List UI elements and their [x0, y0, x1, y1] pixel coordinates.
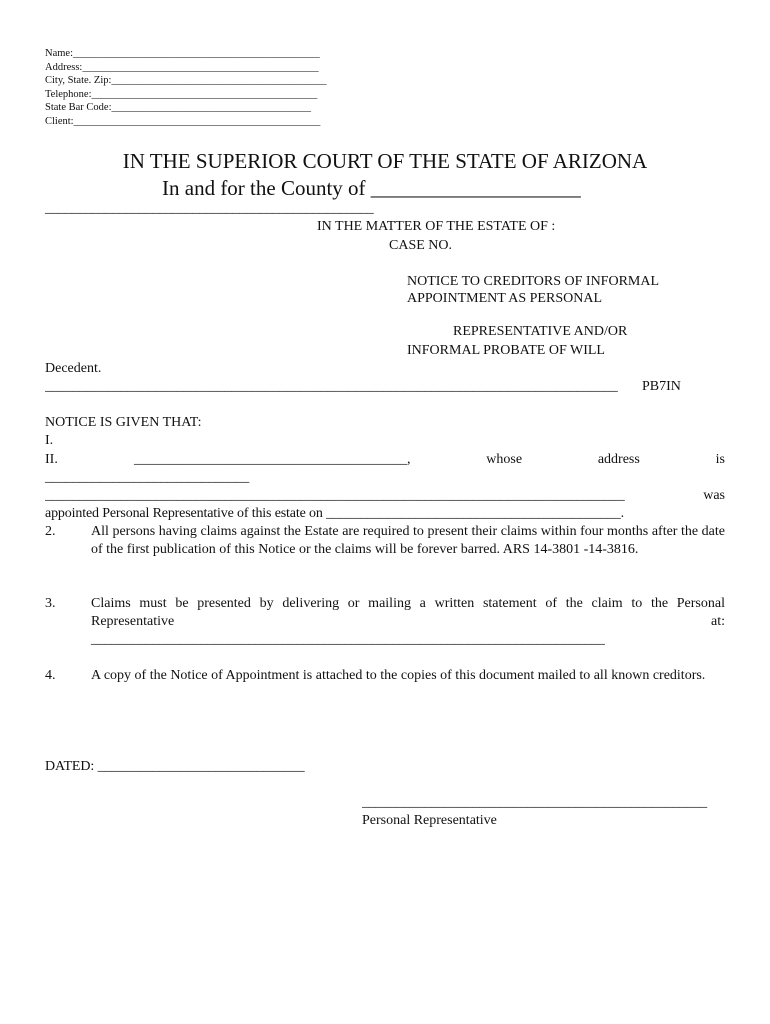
item-ii-line: [134, 451, 725, 469]
document-title-line-4: INFORMAL PROBATE OF WILL: [407, 343, 605, 358]
item-ii-is: is: [715, 452, 725, 467]
header-telephone-line: Telephone:___________________________________________: [45, 89, 318, 100]
paragraph-4-number: 4.: [45, 668, 56, 683]
paragraph-3-number: 3.: [45, 596, 56, 611]
form-code-rule: ___________________________________________________________________________________: [45, 379, 618, 394]
decedent-label: Decedent.: [45, 361, 102, 376]
court-county-line: In and for the County of ____________________: [162, 176, 581, 200]
header-bar-code-line: State Bar Code:______________________________________: [45, 102, 311, 113]
dated-line: DATED: ______________________________: [45, 759, 305, 774]
paragraph-3-representative: Representative: [91, 614, 175, 629]
item-ii-address: address: [597, 452, 640, 467]
paragraph-2-text: All persons having claims against the Estate are required to present their claims within four months after the date of the first publication of this Notice or the claims will be forever barred. ARS 14-3801 -14-3816.: [91, 524, 725, 557]
case-number-label: CASE NO.: [389, 238, 453, 253]
document-title-line-1: NOTICE TO CREDITORS OF INFORMAL: [407, 274, 660, 289]
paragraph-3-representative-line: [91, 613, 725, 631]
header-city-line: City, State. Zip:_________________________________________: [45, 75, 327, 86]
item-ii-number: II.: [45, 452, 58, 467]
was-line: [45, 487, 725, 505]
notice-given-heading: NOTICE IS GIVEN THAT:: [45, 415, 202, 430]
item-ii-whose: whose: [486, 452, 523, 467]
paragraph-3-address-blank: ___________________________________________________________________________: [91, 632, 605, 647]
header-name-line: Name:_______________________________________________: [45, 48, 320, 59]
paragraph-2-number: 2.: [45, 524, 56, 539]
document-title-line-2: APPOINTMENT AS PERSONAL: [407, 291, 602, 306]
appointed-line: appointed Personal Representative of this estate on ___________________________________________.: [45, 506, 624, 521]
caption-rule: _________________________________________________: [45, 201, 374, 216]
item-ii-name-blank: _______________________________________,: [134, 452, 411, 467]
estate-of-label: IN THE MATTER OF THE ESTATE OF :: [317, 219, 556, 234]
form-code: PB7IN: [642, 379, 681, 394]
paragraph-3-text: Claims must be presented by delivering or mailing a written statement of the claim to the Personal: [91, 596, 725, 611]
header-client-line: Client:_______________________________________________: [45, 116, 321, 127]
address-blank: ______________________________: [45, 470, 250, 485]
was-blank: ____________________________________________________________________________________: [45, 488, 625, 503]
item-i-number: I.: [45, 433, 54, 448]
document-title-line-3: REPRESENTATIVE AND/OR: [453, 324, 628, 339]
court-title: IN THE SUPERIOR COURT OF THE STATE OF ARIZONA: [122, 149, 648, 173]
signature-line: __________________________________________________: [362, 795, 708, 810]
signature-label: Personal Representative: [362, 813, 497, 828]
paragraph-3-at: at:: [711, 614, 725, 629]
was-word: was: [703, 488, 725, 503]
header-address-line: Address:_____________________________________________: [45, 62, 319, 73]
paragraph-4-text: A copy of the Notice of Appointment is attached to the copies of this document mailed to all known creditors.: [91, 668, 706, 683]
